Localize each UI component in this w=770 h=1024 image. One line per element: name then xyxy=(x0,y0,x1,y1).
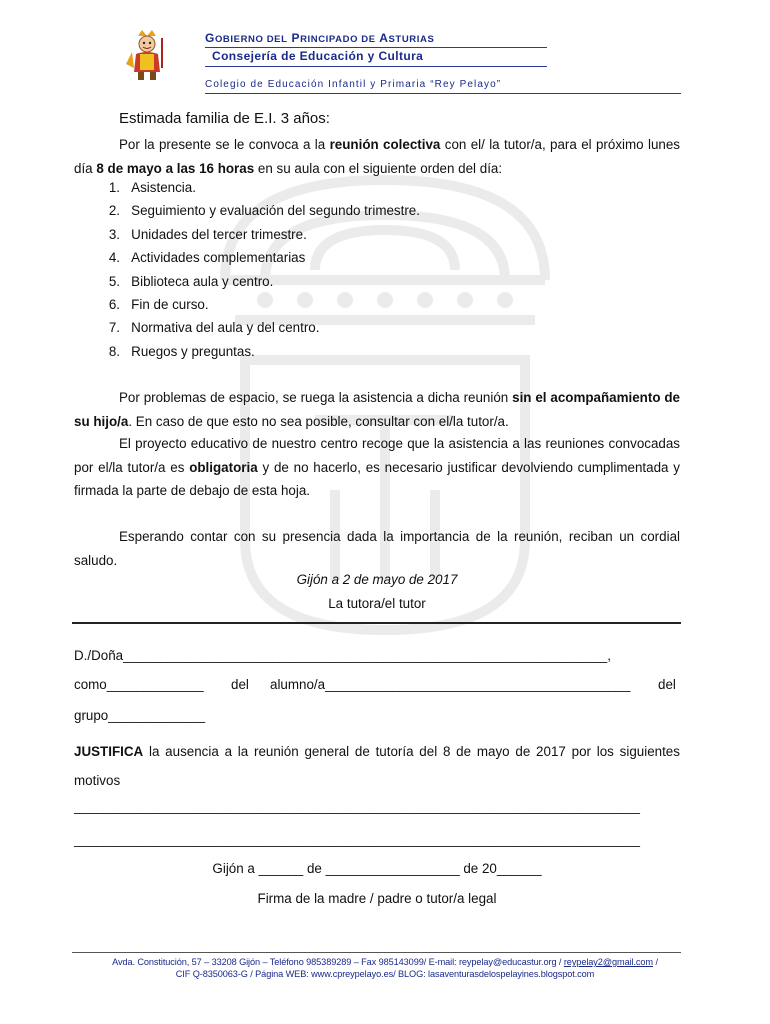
agenda-item-number: 5. xyxy=(108,273,120,289)
agenda-item-text: Seguimiento y evaluación del segundo trimestre. xyxy=(131,203,420,219)
agenda-item-number: 6. xyxy=(108,296,120,312)
agenda-item xyxy=(74,199,674,222)
government-title: GOBIERNO DEL PRINCIPADO DE ASTURIAS xyxy=(205,31,435,45)
paragraph-mandatory: El proyecto educativo de nuestro centro recoge que la asistencia a las reuniones convocadas por el/la tutor/a es obligatoria y de no hacerlo, es necesario justificar devolviendo cumplimentada y firmada la parte de debajo de esta hoja. xyxy=(74,436,680,498)
school-name: Colegio de Educación Infantil y Primaria “Rey Pelayo” xyxy=(205,79,502,90)
header-divider xyxy=(205,93,681,94)
place-date: Gijón a 2 de mayo de 2017 xyxy=(296,572,458,587)
form-date-line: Gijón a ______ de __________________ de 20______ xyxy=(212,861,542,876)
form-name-line: D./Doña_________________________________________________________________, xyxy=(74,648,611,663)
footer-divider xyxy=(72,952,681,953)
signer: La tutora/el tutor xyxy=(328,596,426,611)
form-blank-line: ____________________________________________________________________________ xyxy=(74,832,640,847)
paragraph-convocation: Por la presente se le convoca a la reunión colectiva con el/ la tutor/a, para el próximo lunes día 8 de mayo a las 16 horas en su aula con el siguiente orden del día: xyxy=(74,137,680,176)
form-signature-label: Firma de la madre / padre o tutor/a legal xyxy=(257,891,497,906)
agenda-item xyxy=(74,176,674,199)
greeting: Estimada familia de E.I. 3 años: xyxy=(119,110,330,127)
cut-separator xyxy=(72,622,681,624)
agenda-item xyxy=(74,293,674,316)
header-divider xyxy=(205,47,547,48)
agenda-item xyxy=(74,223,674,246)
agenda-item-number: 1. xyxy=(108,180,120,195)
agenda-list xyxy=(74,176,674,363)
header-divider xyxy=(205,66,547,67)
paragraph-space: Por problemas de espacio, se ruega la asistencia a dicha reunión sin el acompañamiento de su hijo/a. En caso de que esto no sea posible, consultar con el/la tutor/a. xyxy=(74,390,680,429)
agenda-item xyxy=(74,246,674,269)
agenda-item-text: Fin de curso. xyxy=(131,296,209,312)
footer-ids: CIF Q-8350063-G / Página WEB: www.cpreypelayo.es/ BLOG: lasaventurasdelospelayines.blogspot.com xyxy=(175,969,595,979)
agenda-item-number: 8. xyxy=(108,343,120,359)
agenda-item-text: Biblioteca aula y centro. xyxy=(131,273,274,289)
rey-pelayo-mascot-icon xyxy=(124,28,170,84)
agenda-item-number: 7. xyxy=(108,320,120,336)
agenda-item-number: 2. xyxy=(108,203,120,219)
paragraph-closing: Esperando contar con su presencia dada la importancia de la reunión, reciban un cordial saludo. xyxy=(74,529,680,568)
agenda-item-text: Asistencia. xyxy=(131,180,196,195)
footer-contact: Avda. Constitución, 57 – 33208 Gijón – Teléfono 985389289 – Fax 985143099/ E-mail: reypelay@educastur.org / reypelay2@gmail.com / xyxy=(112,957,658,967)
agenda-item-text: Actividades complementarias xyxy=(131,250,306,266)
form-justify: JUSTIFICA la ausencia a la reunión general de tutoría del 8 de mayo de 2017 por los siguientes motivos xyxy=(74,744,680,788)
department-title: Consejería de Educación y Cultura xyxy=(212,49,424,63)
footer-email-link[interactable]: reypelay2@gmail.com xyxy=(563,957,653,967)
agenda-item-text: Unidades del tercer trimestre. xyxy=(131,226,307,242)
form-group-line: grupo_____________ xyxy=(74,708,206,723)
agenda-item-text: Normativa del aula y del centro. xyxy=(131,320,320,336)
agenda-item-number: 4. xyxy=(108,250,120,266)
agenda-item xyxy=(74,340,674,363)
agenda-item xyxy=(74,270,674,293)
agenda-item-number: 3. xyxy=(108,226,120,242)
agenda-item-text: Ruegos y preguntas. xyxy=(131,343,255,359)
form-as-line: como_____________ del alumno/a_________________________________________ del xyxy=(74,677,676,692)
agenda-item xyxy=(74,316,674,339)
form-blank-line: ____________________________________________________________________________ xyxy=(74,799,640,814)
